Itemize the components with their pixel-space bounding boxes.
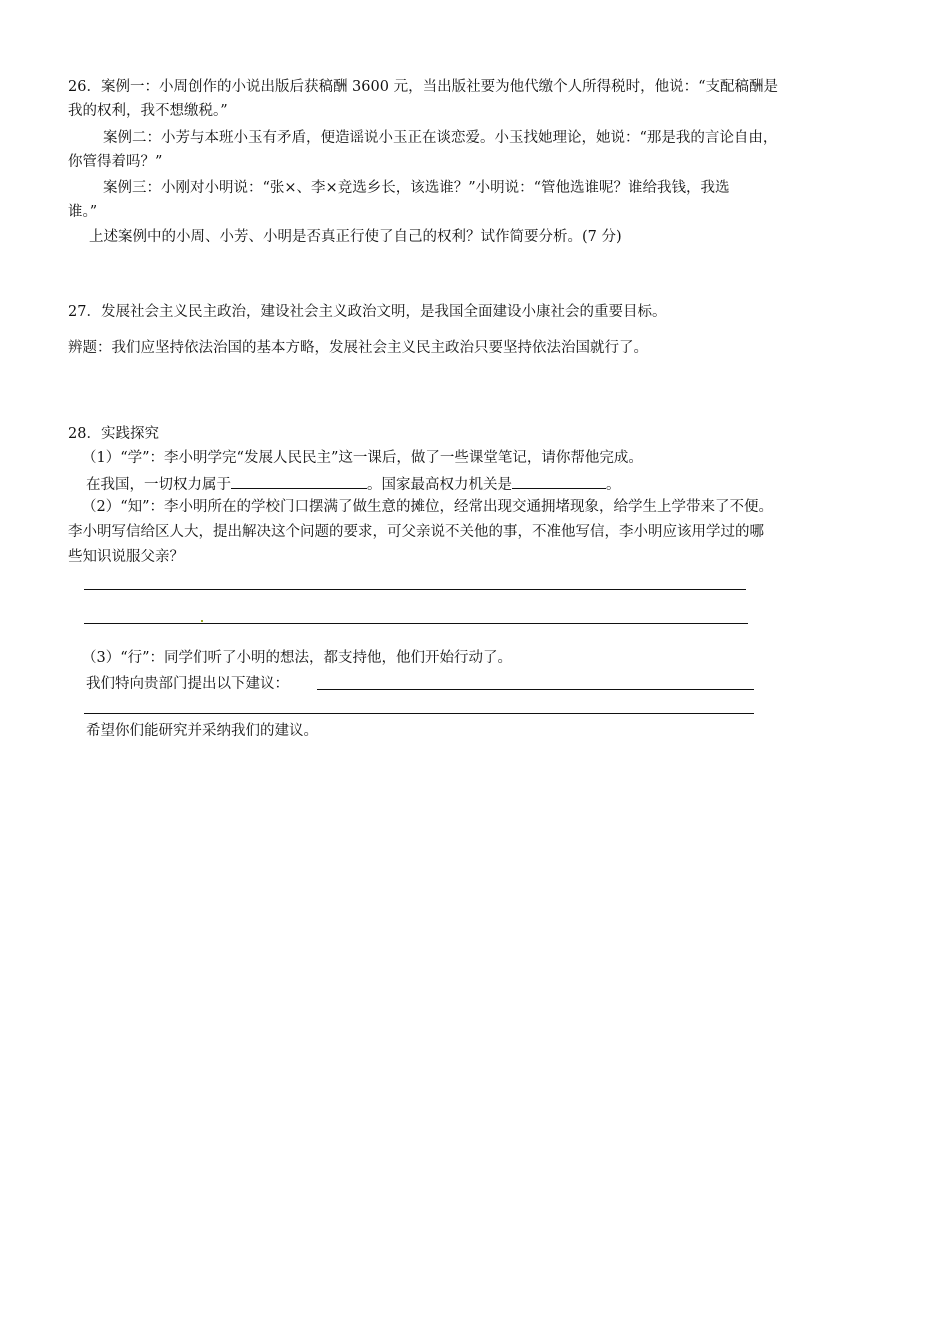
q27-line1: 27．发展社会主义民主政治，建设社会主义政治文明，是我国全面建设小康社会的重要目标。 xyxy=(68,304,667,320)
suggest-line-1[interactable] xyxy=(317,689,754,690)
q28-closing: 希望你们能研究并采纳我们的建议。 xyxy=(86,723,318,739)
q27-line2: 辨题：我们应坚持依法治国的基本方略，发展社会主义民主政治只要坚持依法治国就行了。 xyxy=(68,340,648,356)
q28-part1: （1）“学”：李小明学完“发展人民民主”这一课后，做了一些课堂笔记，请你帮他完成。 xyxy=(82,450,643,466)
suggest-line-2[interactable] xyxy=(84,713,754,714)
answer-line-1[interactable] xyxy=(84,589,746,590)
q28-part2-line2: 李小明写信给区人大，提出解决这个问题的要求，可父亲说不关他的事，不准他写信，李小明应该用学过的哪 xyxy=(68,524,764,540)
answer-line-2[interactable] xyxy=(84,623,748,624)
q26-question: 上述案例中的小周、小芳、小明是否真正行使了自己的权利？试作简要分析。(7 分) xyxy=(89,229,622,245)
q28-fill-sentence xyxy=(86,473,621,495)
q28-suggest-label: 我们特向贵部门提出以下建议： xyxy=(86,676,289,692)
q26-line2: 我的权利，我不想缴税。” xyxy=(68,103,228,119)
blank-highest-authority[interactable] xyxy=(512,473,606,489)
fill-text-b: 。国家最高权力机关是 xyxy=(367,477,512,493)
q26-line3: 案例二：小芳与本班小玉有矛盾，便造谣说小玉正在谈恋爱。小玉找她理论，她说：“那是我的言论自由， xyxy=(103,130,778,146)
q26-line6: 谁。” xyxy=(68,204,98,220)
q26-line5: 案例三：小刚对小明说：“张×、李×竞选乡长，该选谁？”小明说：“管他选谁呢？谁给我钱，我选 xyxy=(103,180,730,196)
q28-part2-line3: 些知识说服父亲？ xyxy=(68,549,184,565)
q28-title: 28．实践探究 xyxy=(68,426,159,442)
q28-part2-line1: （2）“知”：李小明所在的学校门口摆满了做生意的摊位，经常出现交通拥堵现象，给学生上学带来了不便。 xyxy=(82,499,774,515)
fill-text-c: 。 xyxy=(606,477,621,493)
q28-part3: （3）“行”：同学们听了小明的想法，都支持他，他们开始行动了。 xyxy=(82,650,513,666)
blank-power-belongs[interactable] xyxy=(231,473,367,489)
q26-line4: 你管得着吗？” xyxy=(68,154,163,170)
q26-line1: 26．案例一：小周创作的小说出版后获稿酬 3600 元，当出版社要为他代缴个人所得税时，他说：“支配稿酬是 xyxy=(68,79,778,95)
fill-text-a: 在我国，一切权力属于 xyxy=(86,477,231,493)
scan-speck xyxy=(201,620,203,622)
